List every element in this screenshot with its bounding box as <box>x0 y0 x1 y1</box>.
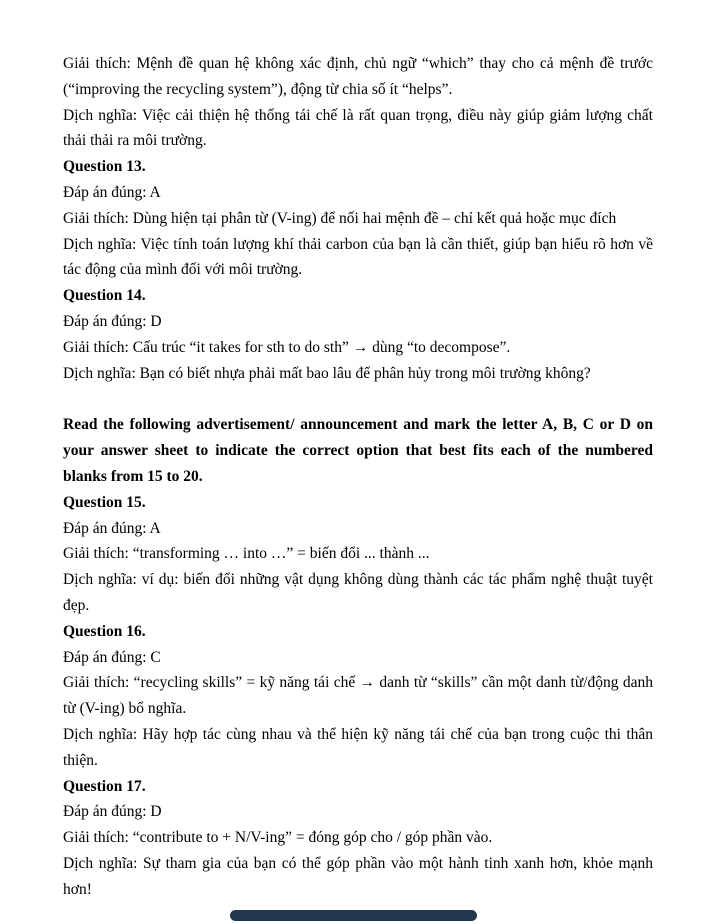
translation-text: Dịch nghĩa: Bạn có biết nhựa phải mất bao lâu để phân hủy trong môi trường không? <box>63 364 591 382</box>
question-14-heading: Question 14. <box>63 287 146 305</box>
answer-text: Đáp án đúng: D <box>63 312 162 330</box>
translation-text: Dịch nghĩa: Sự tham gia của bạn có thể góp phần vào một hành tinh xanh hơn, khỏe mạnh hơn! <box>63 854 653 898</box>
home-indicator-bar[interactable] <box>230 910 477 921</box>
answer-text: Đáp án đúng: D <box>63 803 162 821</box>
question-15-heading: Question 15. <box>63 493 146 511</box>
answer-text: Đáp án đúng: A <box>63 183 161 201</box>
translation-text: Dịch nghĩa: ví dụ: biến đổi những vật dụng không dùng thành các tác phẩm nghệ thuật tuyệt đẹp. <box>63 571 653 614</box>
section-instruction: Read the following advertisement/ announcement and mark the letter A, B, C or D on your answer sheet to indicate the correct option that best fits each of the numbered blanks from 15 to 20. <box>63 416 653 485</box>
explanation-text: Giải thích: Dùng hiện tại phân từ (V-ing) để nối hai mệnh đề – chỉ kết quả hoặc mục đích <box>63 209 617 227</box>
explanation-text: Giải thích: Mệnh đề quan hệ không xác định, chủ ngữ “which” thay cho cả mệnh đề trước (“improving the recycling system”), động từ chia số ít “helps”. <box>63 55 653 98</box>
answer-text: Đáp án đúng: C <box>63 648 161 666</box>
explanation-text: Giải thích: “contribute to + N/V-ing” = đóng góp cho / góp phần vào. <box>63 829 493 847</box>
question-13-heading: Question 13. <box>63 158 146 176</box>
explanation-text: Giải thích: “transforming … into …” = biến đổi ... thành ... <box>63 545 430 563</box>
explanation-text: Giải thích: “recycling skills” = kỹ năng tái chế → danh từ “skills” cần một danh từ/động danh từ (V-ing) bổ nghĩa. <box>63 674 653 718</box>
translation-text: Dịch nghĩa: Việc cải thiện hệ thống tái chế là rất quan trọng, điều này giúp giảm lượng chất thải thải ra môi trường. <box>63 106 653 150</box>
answer-text: Đáp án đúng: A <box>63 519 161 537</box>
explanation-text: Giải thích: Cấu trúc “it takes for sth to do sth” → dùng “to decompose”. <box>63 338 511 356</box>
question-17-heading: Question 17. <box>63 777 146 795</box>
question-16-heading: Question 16. <box>63 622 146 640</box>
translation-text: Dịch nghĩa: Việc tính toán lượng khí thải carbon của bạn là cần thiết, giúp bạn hiểu rõ hơn về tác động của mình đối với môi trường. <box>63 235 653 279</box>
document-page <box>63 51 653 903</box>
translation-text: Dịch nghĩa: Hãy hợp tác cùng nhau và thể hiện kỹ năng tái chế của bạn trong cuộc thi thân thiện. <box>63 725 653 769</box>
